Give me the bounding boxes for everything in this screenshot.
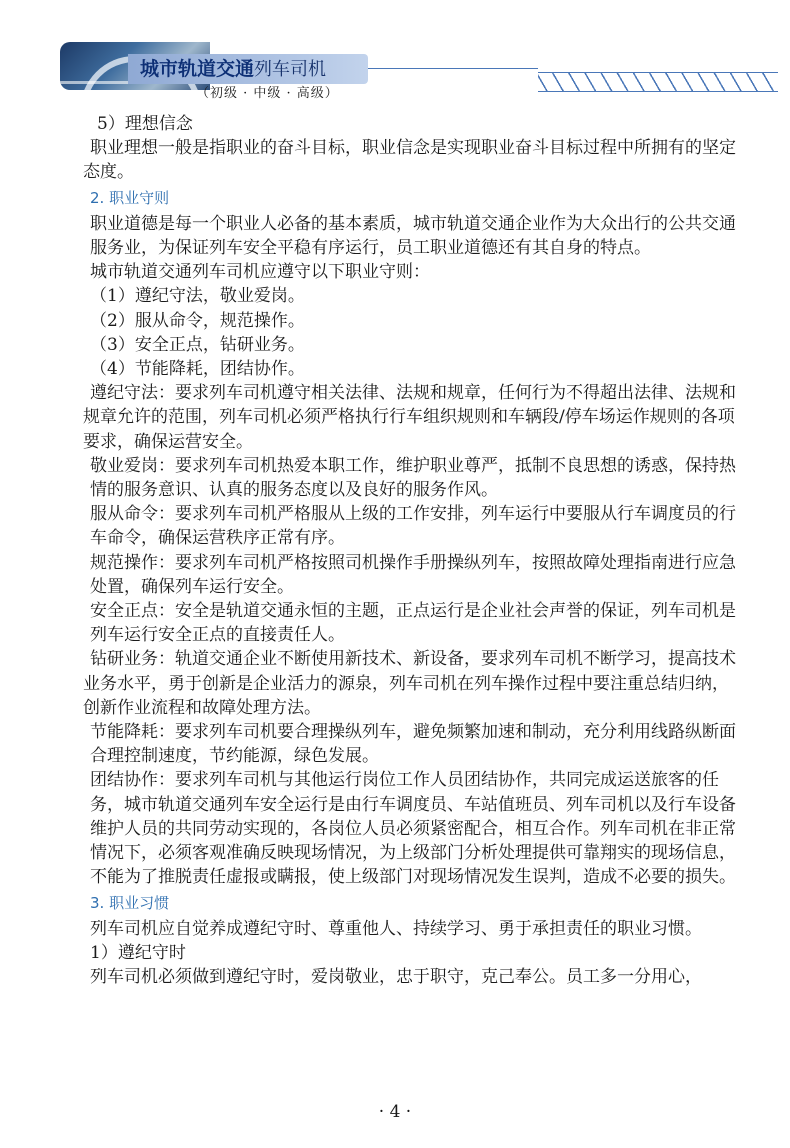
page-number: · 4 · xyxy=(378,1102,412,1122)
paragraph: 职业道德是每一个职业人必备的基本素质，城市轨道交通企业作为大众出行的公共交通服务业，为保证列车安全平稳有序运行，员工职业道德还有其自身的特点。 xyxy=(90,213,736,259)
paragraph: 城市轨道交通列车司机应遵守以下职业守则： xyxy=(90,262,430,283)
book-title xyxy=(140,56,326,82)
list-item: （1）遵纪守法，敬业爱岗。 xyxy=(90,286,305,307)
header-hatch-decoration xyxy=(538,72,778,92)
list-item: （2）服从命令，规范操作。 xyxy=(90,310,305,331)
paragraph: 列车司机必须做到遵纪守时，爱岗敬业，忠于职守，克己奉公。员工多一分用心， xyxy=(90,967,702,988)
paragraph: 安全正点：安全是轨道交通永恒的主题，正点运行是企业社会声誉的保证，列车司机是列车运行安全正点的直接责任人。 xyxy=(90,601,736,646)
paragraph: 敬业爱岗：要求列车司机热爱本职工作，维护职业尊严，抵制不良思想的诱惑，保持热情的服务意识、认真的服务态度以及良好的服务作风。 xyxy=(90,455,736,501)
subheading-punctuality: 1）遵纪守时 xyxy=(90,942,186,963)
list-item: （3）安全正点，钻研业务。 xyxy=(90,334,305,355)
subheading-ideal-belief: 5）理想信念 xyxy=(97,114,193,134)
page-body xyxy=(83,112,740,989)
paragraph: 服从命令：要求列车司机严格服从上级的工作安排，列车运行中要服从行车调度员的行车命令，确保运营秩序正常有序。 xyxy=(90,504,736,549)
paragraph: 钻研业务：轨道交通企业不断使用新技术、新设备，要求列车司机不断学习，提高技术业务水平，勇于创新是企业活力的源泉，列车司机在列车操作过程中要注重总结归纳，创新作业流程和故障处理方法。 xyxy=(83,649,736,718)
paragraph: 规范操作：要求列车司机严格按照司机操作手册操纵列车，按照故障处理指南进行应急处置，确保列车运行安全。 xyxy=(90,552,736,597)
page-header xyxy=(0,0,790,104)
paragraph: 列车司机应自觉养成遵纪守时、尊重他人、持续学习、勇于承担责任的职业习惯。 xyxy=(90,918,702,939)
paragraph: 遵纪守法：要求列车司机遵守相关法律、法规和规章，任何行为不得超出法律、法规和规章允许的范围，列车司机必须严格执行行车组织规则和车辆段/停车场运作规则的各项要求，确保运营安全。 xyxy=(83,383,736,452)
paragraph: 职业理想一般是指职业的奋斗目标，职业信念是实现职业奋斗目标过程中所拥有的坚定态度。 xyxy=(83,138,736,183)
book-title-sub: 列车司机 xyxy=(254,59,327,80)
list-item: （4）节能降耗，团结协作。 xyxy=(90,359,305,380)
paragraph: 节能降耗：要求列车司机要合理操纵列车，避免频繁加速和制动，充分利用线路纵断面合理控制速度，节约能源，绿色发展。 xyxy=(90,722,736,767)
section-heading-code-of-conduct: 2. 职业守则 xyxy=(90,188,170,207)
header-rule xyxy=(368,68,538,69)
book-levels: （初级 · 中级 · 高级） xyxy=(196,86,339,101)
book-title-main: 城市轨道交通 xyxy=(140,58,255,80)
paragraph: 团结协作：要求列车司机与其他运行岗位工作人员团结协作，共同完成运送旅客的任务，城市轨道交通列车安全运行是由行车调度员、车站值班员、列车司机以及行车设备维护人员的共同劳动实现的，各岗位人员必须紧密配合，相互合作。列车司机在非正常情况下，必须客观准确反映现场情况，为上级部门分析处理提供可靠翔实的现场信息，不能为了推脱责任虚报或瞒报，使上级部门对现场情况发生误判，造成不必要的损失。 xyxy=(90,770,736,888)
section-heading-work-habits: 3. 职业习惯 xyxy=(90,893,170,912)
